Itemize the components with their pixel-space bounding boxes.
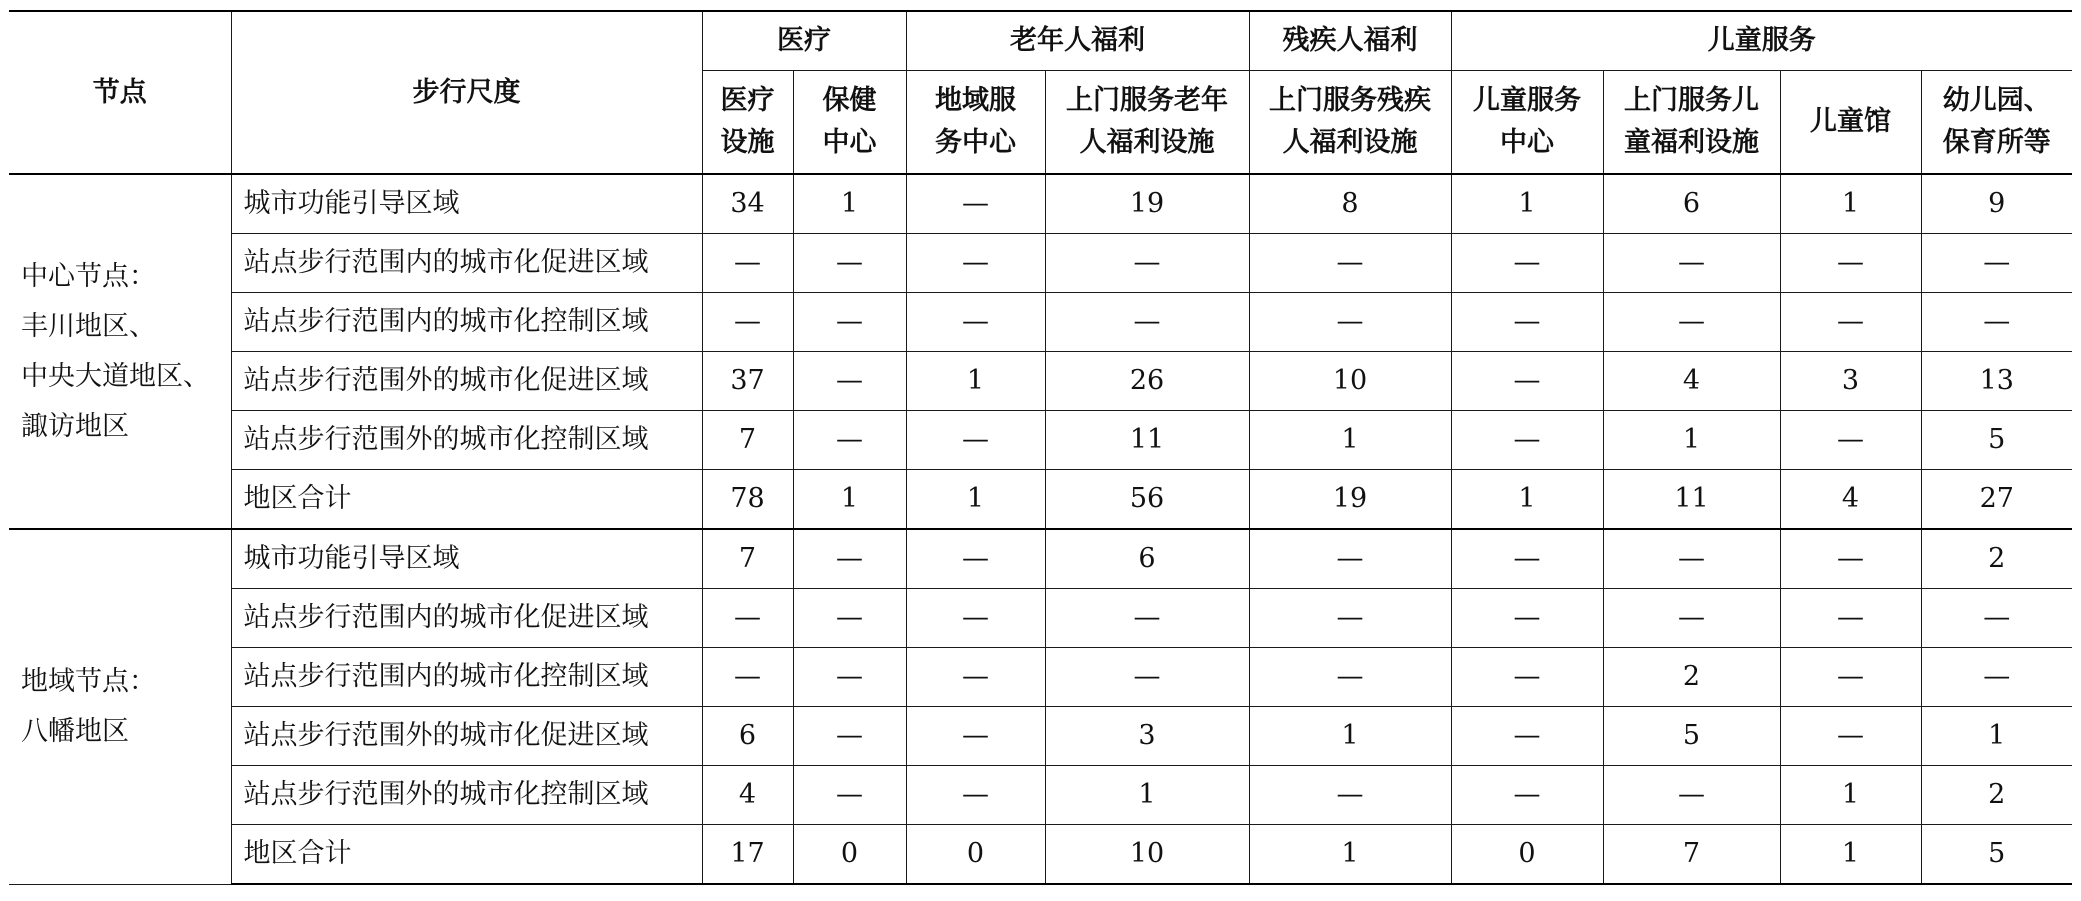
- value-cell: —: [1780, 411, 1921, 470]
- value-cell: —: [702, 293, 793, 352]
- value-cell: 26: [1045, 352, 1249, 411]
- value-cell: —: [1780, 648, 1921, 707]
- value-cell: 5: [1921, 825, 2072, 885]
- value-cell: —: [906, 293, 1045, 352]
- value-cell: 0: [793, 825, 906, 885]
- column-header: [1451, 71, 1603, 175]
- table-row: [9, 234, 2072, 293]
- value-cell: 7: [1603, 825, 1780, 885]
- value-cell: 1: [1780, 174, 1921, 234]
- value-cell: —: [1451, 648, 1603, 707]
- value-cell: 1: [1921, 707, 2072, 766]
- value-cell: —: [1780, 293, 1921, 352]
- table-row: [9, 470, 2072, 530]
- column-header-line: 上门服务残疾: [1269, 85, 1431, 116]
- column-header-line: 上门服务老年: [1066, 85, 1228, 116]
- value-cell: 11: [1045, 411, 1249, 470]
- column-header-line: 儿童馆: [1810, 106, 1891, 137]
- value-cell: —: [702, 648, 793, 707]
- column-header: [793, 71, 906, 175]
- header-row-groups: [9, 11, 2072, 71]
- value-cell: 1: [1045, 766, 1249, 825]
- column-header-line: 中心: [822, 127, 877, 158]
- column-header-line: 务中心: [935, 127, 1016, 158]
- value-cell: 4: [1603, 352, 1780, 411]
- node-line: 丰川地区、: [21, 310, 156, 342]
- value-cell: —: [906, 707, 1045, 766]
- value-cell: 27: [1921, 470, 2072, 530]
- value-cell: 1: [1249, 707, 1451, 766]
- column-header-line: 幼儿园、: [1942, 85, 2051, 116]
- table-row: [9, 529, 2072, 589]
- value-cell: —: [906, 234, 1045, 293]
- scale-cell: 站点步行范围内的城市化控制区域: [231, 293, 702, 352]
- value-cell: —: [1249, 293, 1451, 352]
- value-cell: 1: [793, 174, 906, 234]
- scale-cell: 站点步行范围内的城市化促进区域: [231, 589, 702, 648]
- value-cell: —: [906, 411, 1045, 470]
- value-cell: —: [1451, 707, 1603, 766]
- value-cell: 8: [1249, 174, 1451, 234]
- value-cell: 10: [1249, 352, 1451, 411]
- column-header-line: 保健: [822, 85, 877, 116]
- value-cell: 1: [1451, 470, 1603, 530]
- table-row: [9, 589, 2072, 648]
- value-cell: 0: [906, 825, 1045, 885]
- value-cell: 6: [702, 707, 793, 766]
- value-cell: 7: [702, 529, 793, 589]
- column-header-line: 人福利设施: [1079, 127, 1215, 158]
- value-cell: —: [1603, 589, 1780, 648]
- value-cell: 3: [1780, 352, 1921, 411]
- table-row: [9, 411, 2072, 470]
- value-cell: —: [1045, 234, 1249, 293]
- value-cell: —: [1603, 293, 1780, 352]
- value-cell: —: [1780, 707, 1921, 766]
- value-cell: 5: [1603, 707, 1780, 766]
- column-header-line: 医疗: [720, 85, 775, 116]
- table-body: [9, 174, 2072, 884]
- scale-cell: 站点步行范围外的城市化促进区域: [231, 707, 702, 766]
- node-line: 中央大道地区、: [21, 360, 210, 392]
- value-cell: 1: [906, 352, 1045, 411]
- table-row: [9, 825, 2072, 885]
- column-header-line: 童福利设施: [1624, 127, 1759, 158]
- value-cell: —: [1603, 766, 1780, 825]
- value-cell: —: [1249, 589, 1451, 648]
- table-row: [9, 648, 2072, 707]
- header-group-elderly: 老年人福利: [906, 11, 1249, 71]
- value-cell: —: [1249, 234, 1451, 293]
- value-cell: 2: [1921, 766, 2072, 825]
- table-row: [9, 352, 2072, 411]
- value-cell: 1: [1249, 411, 1451, 470]
- value-cell: —: [1921, 293, 2072, 352]
- value-cell: 37: [702, 352, 793, 411]
- node-line: 諏访地区: [21, 410, 129, 442]
- value-cell: —: [793, 766, 906, 825]
- value-cell: —: [1451, 352, 1603, 411]
- value-cell: 1: [793, 470, 906, 530]
- value-cell: —: [1780, 529, 1921, 589]
- value-cell: —: [1249, 648, 1451, 707]
- scale-cell: 站点步行范围外的城市化控制区域: [231, 411, 702, 470]
- table-row: [9, 766, 2072, 825]
- value-cell: 19: [1249, 470, 1451, 530]
- scale-cell: 站点步行范围内的城市化控制区域: [231, 648, 702, 707]
- column-header-line: 设施: [720, 127, 775, 158]
- value-cell: —: [906, 174, 1045, 234]
- header-group-disabled: 残疾人福利: [1249, 11, 1451, 71]
- value-cell: —: [702, 589, 793, 648]
- column-header-line: 上门服务儿: [1624, 85, 1759, 116]
- facility-table: [9, 10, 2072, 885]
- value-cell: —: [1603, 529, 1780, 589]
- table-row: [9, 174, 2072, 234]
- node-line: 地域节点：: [21, 665, 156, 697]
- value-cell: 13: [1921, 352, 2072, 411]
- column-header: [1780, 71, 1921, 175]
- value-cell: —: [1780, 589, 1921, 648]
- value-cell: 34: [702, 174, 793, 234]
- value-cell: —: [1045, 293, 1249, 352]
- scale-cell: 地区合计: [231, 470, 702, 530]
- value-cell: 56: [1045, 470, 1249, 530]
- value-cell: —: [906, 648, 1045, 707]
- value-cell: 5: [1921, 411, 2072, 470]
- value-cell: 11: [1603, 470, 1780, 530]
- value-cell: —: [793, 707, 906, 766]
- table-row: [9, 293, 2072, 352]
- value-cell: 1: [1249, 825, 1451, 885]
- value-cell: —: [906, 766, 1045, 825]
- value-cell: 1: [1603, 411, 1780, 470]
- value-cell: 7: [702, 411, 793, 470]
- value-cell: —: [1451, 589, 1603, 648]
- column-header-line: 儿童服务: [1473, 85, 1581, 116]
- value-cell: 2: [1603, 648, 1780, 707]
- value-cell: —: [1249, 766, 1451, 825]
- column-header: [1045, 71, 1249, 175]
- value-cell: 10: [1045, 825, 1249, 885]
- node-line: 八幡地区: [21, 715, 129, 747]
- value-cell: —: [793, 234, 906, 293]
- node-cell: [9, 529, 231, 884]
- value-cell: 0: [1451, 825, 1603, 885]
- value-cell: 3: [1045, 707, 1249, 766]
- node-cell: [9, 174, 231, 529]
- value-cell: 6: [1603, 174, 1780, 234]
- table-row: [9, 707, 2072, 766]
- value-cell: —: [1780, 234, 1921, 293]
- header-group-medical: 医疗: [702, 11, 906, 71]
- value-cell: 78: [702, 470, 793, 530]
- value-cell: —: [1045, 589, 1249, 648]
- scale-cell: 地区合计: [231, 825, 702, 885]
- value-cell: —: [906, 529, 1045, 589]
- column-header-line: 中心: [1500, 127, 1554, 158]
- value-cell: 17: [702, 825, 793, 885]
- value-cell: 9: [1921, 174, 2072, 234]
- value-cell: 19: [1045, 174, 1249, 234]
- scale-cell: 城市功能引导区域: [231, 174, 702, 234]
- value-cell: —: [1921, 234, 2072, 293]
- value-cell: —: [793, 648, 906, 707]
- value-cell: —: [1451, 766, 1603, 825]
- value-cell: 2: [1921, 529, 2072, 589]
- value-cell: 1: [906, 470, 1045, 530]
- value-cell: —: [1451, 411, 1603, 470]
- column-header: [1603, 71, 1780, 175]
- header-scale: 步行尺度: [231, 11, 702, 174]
- column-header-line: 人福利设施: [1282, 127, 1418, 158]
- value-cell: 4: [1780, 470, 1921, 530]
- scale-cell: 站点步行范围外的城市化控制区域: [231, 766, 702, 825]
- value-cell: —: [1451, 234, 1603, 293]
- column-header: [702, 71, 793, 175]
- header-group-children: 儿童服务: [1451, 11, 2072, 71]
- value-cell: 1: [1780, 766, 1921, 825]
- column-header: [906, 71, 1045, 175]
- value-cell: —: [793, 411, 906, 470]
- column-header-line: 地域服: [935, 85, 1016, 116]
- value-cell: —: [1249, 529, 1451, 589]
- scale-cell: 城市功能引导区域: [231, 529, 702, 589]
- column-header: [1921, 71, 2072, 175]
- value-cell: —: [1451, 293, 1603, 352]
- value-cell: 4: [702, 766, 793, 825]
- value-cell: 1: [1780, 825, 1921, 885]
- value-cell: —: [1045, 648, 1249, 707]
- value-cell: —: [793, 589, 906, 648]
- value-cell: —: [1921, 589, 2072, 648]
- value-cell: —: [1451, 529, 1603, 589]
- value-cell: 1: [1451, 174, 1603, 234]
- value-cell: —: [1921, 648, 2072, 707]
- column-header: [1249, 71, 1451, 175]
- value-cell: —: [793, 352, 906, 411]
- scale-cell: 站点步行范围内的城市化促进区域: [231, 234, 702, 293]
- scale-cell: 站点步行范围外的城市化促进区域: [231, 352, 702, 411]
- value-cell: —: [793, 529, 906, 589]
- value-cell: —: [906, 589, 1045, 648]
- column-header-line: 保育所等: [1942, 127, 2051, 158]
- value-cell: —: [702, 234, 793, 293]
- node-line: 中心节点：: [21, 260, 156, 292]
- value-cell: —: [793, 293, 906, 352]
- header-node: 节点: [9, 11, 231, 174]
- value-cell: 6: [1045, 529, 1249, 589]
- value-cell: —: [1603, 234, 1780, 293]
